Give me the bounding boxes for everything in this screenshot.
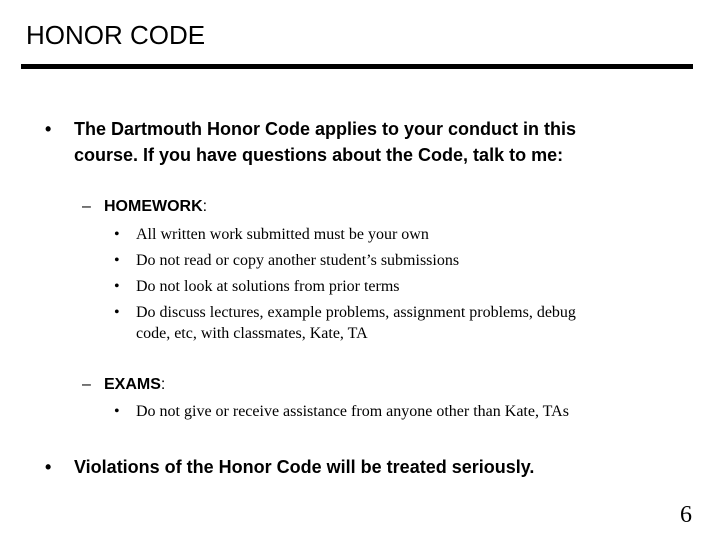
sub-bullet-icon: •: [114, 252, 120, 269]
section-label-homework: HOMEWORK: [104, 198, 203, 215]
bullet-icon: •: [45, 119, 52, 139]
homework-item-text-cont: code, etc, with classmates, Kate, TA: [136, 325, 368, 342]
sub-bullet-icon: •: [114, 304, 120, 321]
homework-item-text: Do not read or copy another student’s submissions: [136, 252, 460, 269]
slide-title: HONOR CODE: [26, 20, 206, 50]
homework-item-text: Do not look at solutions from prior terms: [136, 278, 400, 295]
section-exams: [82, 375, 165, 395]
sub-bullet-icon: •: [114, 278, 120, 295]
bullet-icon: •: [45, 457, 52, 477]
bullet-text-line-1: The Dartmouth Honor Code applies to your conduct in this: [74, 119, 577, 139]
section-homework: [82, 197, 207, 217]
dash-icon: –: [82, 376, 91, 393]
homework-item-text: All written work submitted must be your own: [136, 226, 429, 243]
section-colon: :: [202, 198, 208, 215]
bullet-text-violations: Violations of the Honor Code will be treated seriously.: [74, 457, 535, 477]
title-divider: [21, 64, 693, 69]
dash-icon: –: [82, 198, 91, 215]
bullet-text-line-2: course. If you have questions about the Code, talk to me:: [74, 145, 564, 165]
homework-item-text: Do discuss lectures, example problems, assignment problems, debug: [136, 304, 576, 321]
sub-bullet-icon: •: [114, 403, 120, 420]
sub-bullet-icon: •: [114, 226, 120, 243]
section-colon: :: [160, 376, 166, 393]
page-number: 6: [680, 502, 692, 528]
section-label-exams: EXAMS: [104, 376, 161, 393]
exams-item-text: Do not give or receive assistance from anyone other than Kate, TAs: [136, 403, 569, 420]
